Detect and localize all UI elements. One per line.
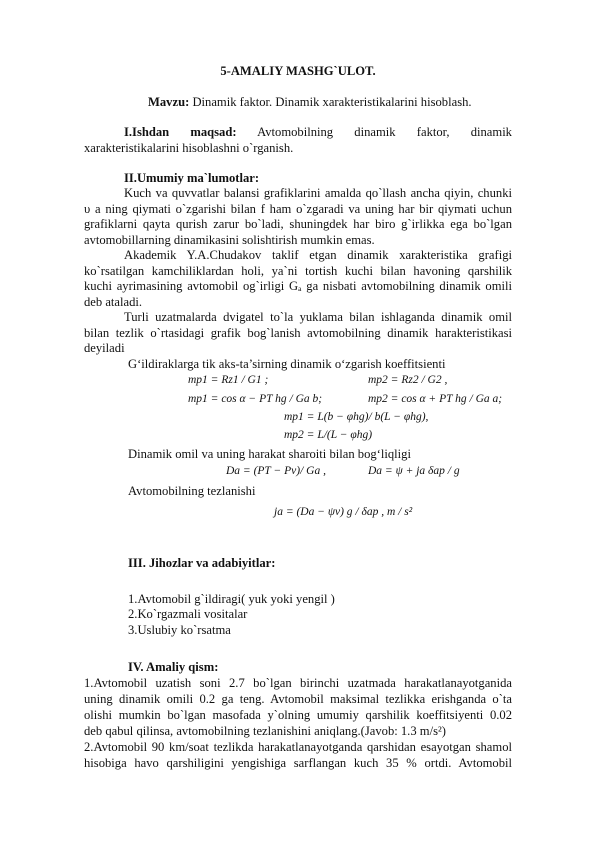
dynamic-factor-line: Dinamik omil va uning harakat sharoiti bilan bog‘liqligi	[128, 447, 411, 461]
formula: mp2 = cos α + PT hg / Ga a;	[368, 393, 503, 405]
equipment-heading: III. Jihozlar va adabiyitlar:	[128, 556, 276, 570]
info-line: Akademik Y.A.Chudakov taklif etgan dinamik xarakteristika grafigi	[124, 248, 512, 262]
info-line: Turli uzatmalarda dvigatel to`la yuklama bilan ishlaganda dinamik omil	[124, 310, 512, 324]
formula: mp2 = Rz2 / G2 ,	[368, 374, 448, 386]
formula: mp1 = L(b − φhg)/ b(L − φhg),	[284, 411, 429, 423]
practical-heading: IV. Amaliy qism:	[128, 660, 219, 674]
formula: ja = (Da − ψv) g / δap , m / s²	[274, 506, 413, 518]
formula: Da = (PT − Pv)/ Ga ,	[226, 465, 326, 477]
aim-line-2: xarakteristikalarini hisoblashni o`rganish.	[84, 141, 294, 155]
info-line: ko`rsatilgan kamchiliklardan holi, ya`ni tortish kuchi bilan havoning qarshilik	[84, 264, 512, 278]
practical-line: 2.Avtomobil 90 km/soat tezlikda harakatlanayotganda qarshidan esayotgan shamol	[84, 740, 512, 754]
equipment-item: 2.Ko`rgazmali vositalar	[128, 607, 248, 621]
formula: mp1 = cos α − PT hg / Ga b;	[188, 393, 323, 405]
info-line: grafiklarni qayta qurish zarur bo`ladi, shuningdek har biro g`irlikka ega bo`lgan	[84, 217, 512, 231]
aim-text: Avtomobilning dinamik faktor, dinamik	[257, 125, 512, 139]
info-line: G‘ildiraklarga tik aks-ta’sirning dinamik o‘zgarish koeffitsienti	[128, 357, 446, 371]
aim-line-1	[124, 125, 512, 140]
info-line: deb ataladi.	[84, 295, 143, 309]
practical-line: hisobiga havo qarshiligini yengishiga sarflangan kuch 35 % ortdi. Avtomobil	[84, 756, 512, 770]
info-line: Kuch va quvvatlar balansi grafiklarini amalda qo`llash ancha qiyin, chunki	[124, 186, 512, 200]
info-line: kuchi ayrimasining avtomobil og`irligi Gₐ ga nisbati avtomobilning dinamik omili	[84, 279, 512, 293]
page-title: 5-AMALIY MASHG`ULOT.	[220, 64, 376, 78]
practical-line: 1.Avtomobil uzatish soni 2.7 bo`lgan birinchi uzatmada harakatlanayotganida	[84, 676, 512, 690]
general-info-heading: II.Umumiy ma`lumotlar:	[124, 171, 260, 185]
practical-line: olishi mumkin bo`lgan masofada y`olning umumiy qarshilik koeffitsiyenti 0.02	[84, 708, 512, 722]
equipment-item: 1.Avtomobil g`ildiragi( yuk yoki yengil )	[128, 592, 335, 606]
practical-line: uning dinamik omili 0.2 ga teng. Avtomobil maksimal tezlikka erishganda o`ta	[84, 692, 512, 706]
topic-line	[148, 95, 472, 110]
aim-heading: I.Ishdan maqsad:	[124, 125, 237, 139]
topic-label: Mavzu:	[148, 95, 190, 109]
info-line: deyiladi	[84, 341, 125, 355]
practical-line: deb qabul qilinsa, avtomobilning tezlanishini aniqlang.(Javob: 1.3 m/s²)	[84, 724, 446, 738]
info-line: bilan tezlik o`rtasidagi grafik bog`lanish avtomobilning dinamik harakteristikasi	[84, 326, 512, 340]
acceleration-line: Avtomobilning tezlanishi	[128, 484, 256, 498]
formula: Da = ψ + ja δap / g	[368, 465, 460, 477]
equipment-item: 3.Uslubiy ko`rsatma	[128, 623, 231, 637]
info-line: avtomobillarning dinamikasini solishtirish mumkin emas.	[84, 233, 375, 247]
formula: mp2 = L/(L − φhg)	[284, 429, 373, 441]
topic-text: Dinamik faktor. Dinamik xarakteristikalarini hisoblash.	[192, 95, 472, 109]
info-line: υ a ning qiymati o`zgarishi bilan f ham o`zgaradi va uning har bir qiymati uchun	[84, 202, 512, 216]
formula: mp1 = Rz1 / G1 ;	[188, 374, 269, 386]
